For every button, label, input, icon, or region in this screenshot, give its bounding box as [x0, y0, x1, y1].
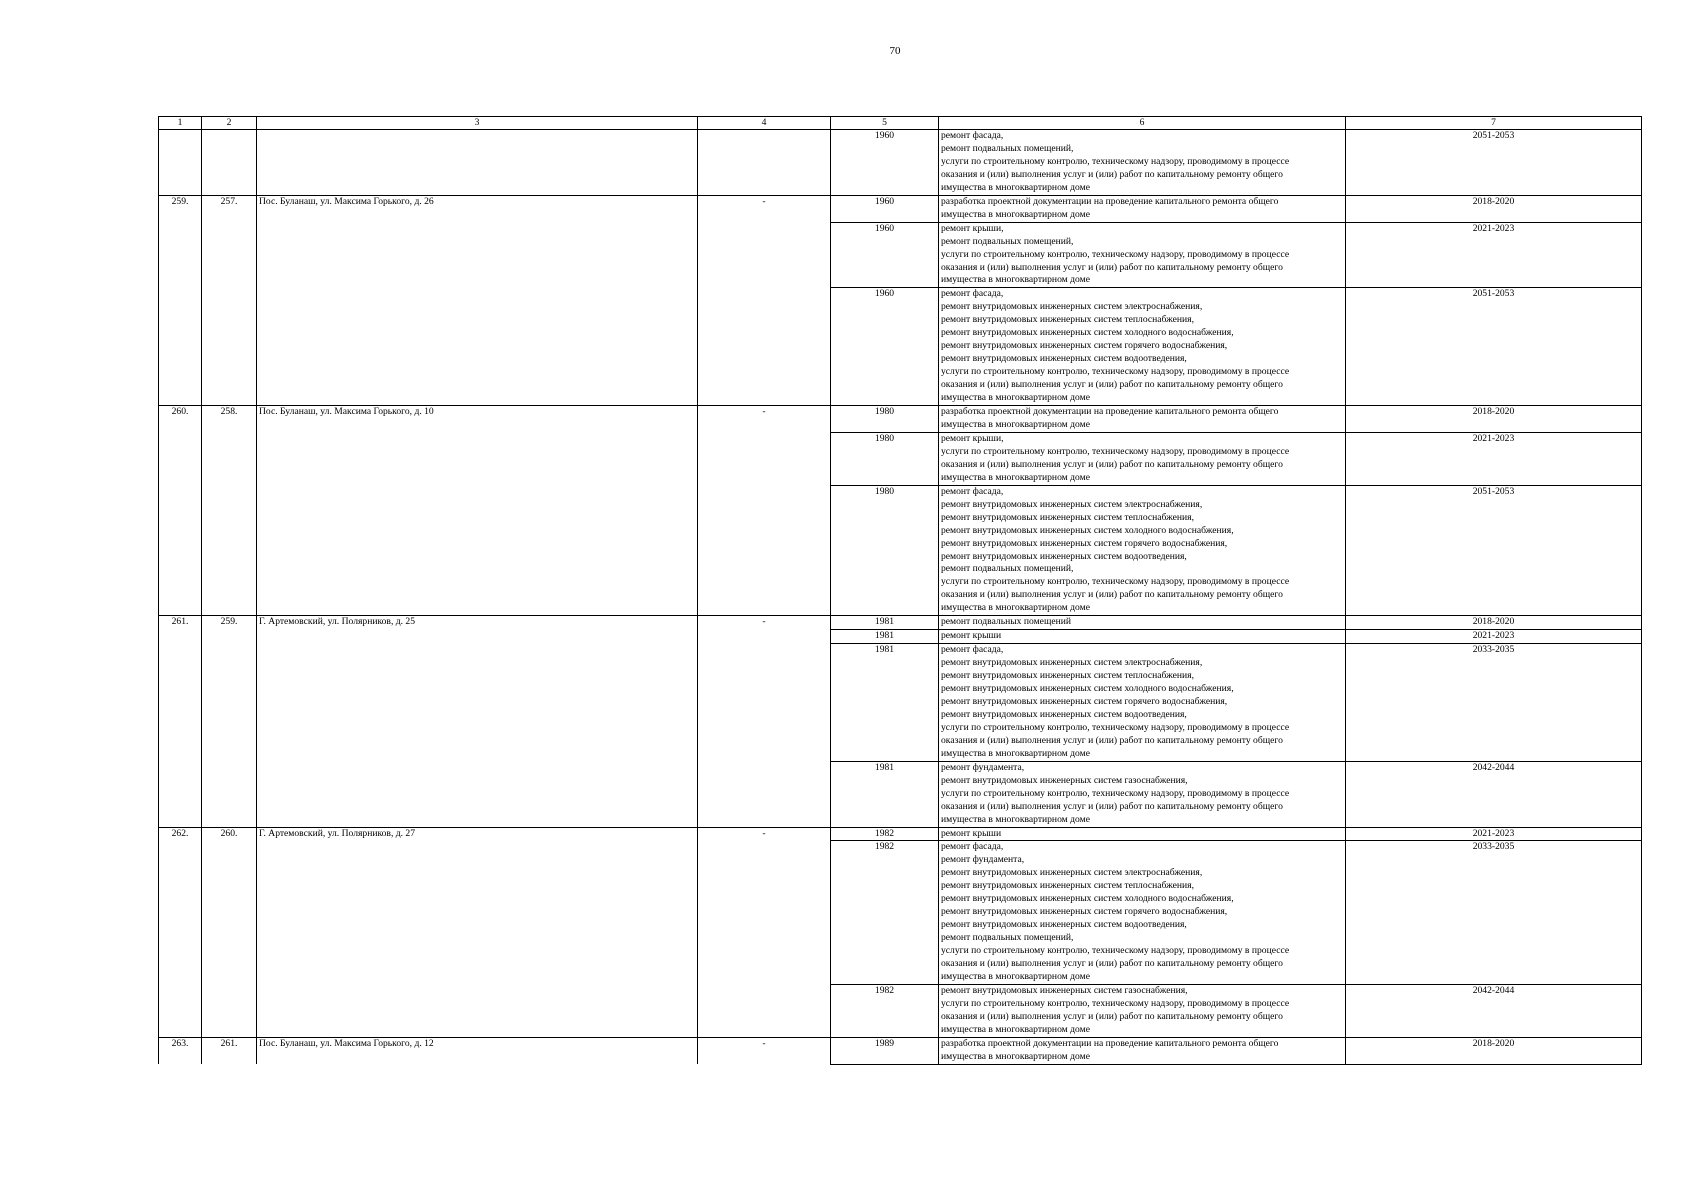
column-header: 7: [1346, 117, 1642, 130]
table-row: [159, 1037, 1642, 1064]
work-description: [939, 841, 1346, 984]
work-line: ремонт подвальных помещений,: [941, 932, 1074, 944]
column-header: 4: [698, 117, 831, 130]
row-number: 261.: [159, 616, 202, 827]
work-line: ремонт внутридомовых инженерных систем электроснабжения,: [941, 301, 1203, 313]
work-line: ремонт внутридомовых инженерных систем теплоснабжения,: [941, 670, 1194, 682]
work-line: ремонт внутридомовых инженерных систем теплоснабжения,: [941, 511, 1194, 523]
commission-year: 1982: [831, 984, 939, 1037]
planned-period: 2021-2023: [1346, 630, 1642, 644]
address: Пос. Буланаш, ул. Максима Горького, д. 12: [257, 1037, 698, 1064]
address: [257, 130, 698, 196]
work-line: оказания и (или) выполнения услуг и (или) работ по капитальному ремонту общего: [941, 734, 1283, 746]
work-line: услуги по строительному контролю, техническому надзору, проводимому в процессе: [941, 945, 1290, 957]
work-line: имущества в многоквартирном доме: [941, 747, 1090, 759]
work-description: [939, 195, 1346, 222]
work-line: ремонт крыши,: [941, 432, 1004, 444]
work-line: имущества в многоквартирном доме: [941, 813, 1090, 825]
house-id: 261.: [202, 1037, 257, 1064]
house-id: 260.: [202, 827, 257, 1037]
row-number: 259.: [159, 195, 202, 405]
planned-period: 2051-2053: [1346, 288, 1642, 406]
work-line: имущества в многоквартирном доме: [941, 602, 1090, 614]
planned-period: 2021-2023: [1346, 432, 1642, 485]
work-line: ремонт внутридомовых инженерных систем теплоснабжения,: [941, 880, 1194, 892]
work-line: ремонт внутридомовых инженерных систем холодного водоснабжения,: [941, 524, 1234, 536]
work-description: [939, 130, 1346, 196]
work-line: ремонт внутридомовых инженерных систем газоснабжения,: [941, 774, 1188, 786]
work-line: ремонт крыши: [941, 630, 1002, 642]
commission-year: 1960: [831, 288, 939, 406]
work-line: ремонт внутридомовых инженерных систем водоотведения,: [941, 919, 1187, 931]
commission-year: 1981: [831, 644, 939, 762]
work-line: имущества в многоквартирном доме: [941, 971, 1090, 982]
work-line: ремонт внутридомовых инженерных систем холодного водоснабжения,: [941, 327, 1234, 339]
row-number: 262.: [159, 827, 202, 1037]
work-line: имущества в многоквартирном доме: [941, 1023, 1090, 1035]
work-line: ремонт внутридомовых инженерных систем электроснабжения,: [941, 867, 1203, 879]
work-line: ремонт внутридомовых инженерных систем газоснабжения,: [941, 984, 1188, 996]
page-number: 70: [889, 45, 901, 57]
work-line: ремонт подвальных помещений,: [941, 142, 1074, 154]
work-description: [939, 1037, 1346, 1064]
work-line: ремонт внутридомовых инженерных систем электроснабжения,: [941, 498, 1203, 510]
work-line: имущества в многоквартирном доме: [941, 208, 1090, 220]
address: Пос. Буланаш, ул. Максима Горького, д. 10: [257, 406, 698, 616]
work-line: услуги по строительному контролю, техническому надзору, проводимому в процессе: [941, 721, 1290, 733]
table-row: [159, 406, 1642, 433]
column-4-value: [698, 130, 831, 196]
column-header: 1: [159, 117, 202, 130]
work-line: ремонт подвальных помещений: [941, 616, 1071, 628]
house-id: 258.: [202, 406, 257, 616]
work-line: оказания и (или) выполнения услуг и (или) работ по капитальному ремонту общего: [941, 958, 1283, 970]
planned-period: 2042-2044: [1346, 761, 1642, 827]
table-row: [159, 827, 1642, 841]
table-row: [159, 195, 1642, 222]
work-line: оказания и (или) выполнения услуг и (или) работ по капитальному ремонту общего: [941, 458, 1283, 470]
address: Пос. Буланаш, ул. Максима Горького, д. 26: [257, 195, 698, 405]
commission-year: 1960: [831, 195, 939, 222]
planned-period: 2018-2020: [1346, 406, 1642, 433]
work-line: услуги по строительному контролю, техническому надзору, проводимому в процессе: [941, 997, 1290, 1009]
work-line: услуги по строительному контролю, техническому надзору, проводимому в процессе: [941, 248, 1290, 260]
commission-year: 1982: [831, 841, 939, 984]
column-4-value: -: [698, 195, 831, 405]
work-line: ремонт фундамента,: [941, 854, 1025, 866]
work-line: оказания и (или) выполнения услуг и (или) работ по капитальному ремонту общего: [941, 800, 1283, 812]
work-description: [939, 222, 1346, 288]
house-id: 259.: [202, 616, 257, 827]
work-line: ремонт фасада,: [941, 288, 1004, 300]
work-line: имущества в многоквартирном доме: [941, 274, 1090, 286]
table-row: [159, 130, 1642, 196]
work-line: имущества в многоквартирном доме: [941, 392, 1090, 404]
planned-period: 2018-2020: [1346, 1037, 1642, 1064]
work-description: [939, 644, 1346, 762]
work-line: ремонт подвальных помещений,: [941, 563, 1074, 575]
column-header: 5: [831, 117, 939, 130]
table-row: [159, 616, 1642, 630]
address: Г. Артемовский, ул. Полярников, д. 25: [257, 616, 698, 827]
commission-year: 1989: [831, 1037, 939, 1064]
work-line: ремонт внутридомовых инженерных систем горячего водоснабжения,: [941, 906, 1228, 918]
column-4-value: -: [698, 406, 831, 616]
commission-year: 1960: [831, 222, 939, 288]
repair-schedule-table: [158, 116, 1642, 1065]
address: Г. Артемовский, ул. Полярников, д. 27: [257, 827, 698, 1037]
work-line: услуги по строительному контролю, техническому надзору, проводимому в процессе: [941, 445, 1290, 457]
column-header: 3: [257, 117, 698, 130]
work-line: имущества в многоквартирном доме: [941, 1050, 1090, 1062]
work-line: оказания и (или) выполнения услуг и (или) работ по капитальному ремонту общего: [941, 379, 1283, 391]
work-line: ремонт крыши: [941, 827, 1002, 839]
work-line: ремонт фасада,: [941, 841, 1004, 853]
work-line: ремонт фасада,: [941, 644, 1004, 656]
commission-year: 1981: [831, 761, 939, 827]
row-number: 260.: [159, 406, 202, 616]
work-line: ремонт внутридомовых инженерных систем горячего водоснабжения,: [941, 695, 1228, 707]
work-line: ремонт внутридомовых инженерных систем холодного водоснабжения,: [941, 683, 1234, 695]
planned-period: 2021-2023: [1346, 827, 1642, 841]
column-4-value: -: [698, 616, 831, 827]
work-description: [939, 616, 1346, 630]
column-4-value: -: [698, 827, 831, 1037]
house-id: 257.: [202, 195, 257, 405]
work-line: имущества в многоквартирном доме: [941, 418, 1090, 430]
row-number: 263.: [159, 1037, 202, 1064]
column-4-value: -: [698, 1037, 831, 1064]
work-line: имущества в многоквартирном доме: [941, 471, 1090, 483]
work-line: ремонт подвальных помещений,: [941, 235, 1074, 247]
work-description: [939, 485, 1346, 616]
work-line: ремонт внутридомовых инженерных систем холодного водоснабжения,: [941, 893, 1234, 905]
planned-period: 2033-2035: [1346, 841, 1642, 984]
work-line: ремонт внутридомовых инженерных систем водоотведения,: [941, 353, 1187, 365]
work-line: ремонт внутридомовых инженерных систем горячего водоснабжения,: [941, 340, 1228, 352]
work-line: ремонт внутридомовых инженерных систем теплоснабжения,: [941, 314, 1194, 326]
work-line: разработка проектной документации на проведение капитального ремонта общего: [941, 195, 1279, 207]
work-description: [939, 406, 1346, 433]
commission-year: 1980: [831, 432, 939, 485]
column-header-row: [159, 117, 1642, 130]
commission-year: 1981: [831, 630, 939, 644]
work-line: оказания и (или) выполнения услуг и (или) работ по капитальному ремонту общего: [941, 589, 1283, 601]
work-line: ремонт фасада,: [941, 485, 1004, 497]
work-description: [939, 984, 1346, 1037]
work-line: оказания и (или) выполнения услуг и (или) работ по капитальному ремонту общего: [941, 1010, 1283, 1022]
work-line: разработка проектной документации на проведение капитального ремонта общего: [941, 406, 1279, 418]
work-line: имущества в многоквартирном доме: [941, 181, 1090, 193]
work-description: [939, 432, 1346, 485]
work-line: оказания и (или) выполнения услуг и (или) работ по капитальному ремонту общего: [941, 168, 1283, 180]
work-line: ремонт фундамента,: [941, 761, 1025, 773]
commission-year: 1960: [831, 130, 939, 196]
work-line: услуги по строительному контролю, техническому надзору, проводимому в процессе: [941, 787, 1290, 799]
commission-year: 1981: [831, 616, 939, 630]
commission-year: 1980: [831, 485, 939, 616]
planned-period: 2051-2053: [1346, 485, 1642, 616]
work-line: ремонт внутридомовых инженерных систем водоотведения,: [941, 708, 1187, 720]
work-line: оказания и (или) выполнения услуг и (или) работ по капитальному ремонту общего: [941, 261, 1283, 273]
work-line: ремонт внутридомовых инженерных систем электроснабжения,: [941, 657, 1203, 669]
work-description: [939, 288, 1346, 406]
commission-year: 1982: [831, 827, 939, 841]
planned-period: 2018-2020: [1346, 195, 1642, 222]
row-number: [159, 130, 202, 196]
work-description: [939, 761, 1346, 827]
work-description: [939, 827, 1346, 841]
planned-period: 2018-2020: [1346, 616, 1642, 630]
planned-period: 2021-2023: [1346, 222, 1642, 288]
work-line: ремонт внутридомовых инженерных систем горячего водоснабжения,: [941, 537, 1228, 549]
work-line: ремонт фасада,: [941, 130, 1004, 141]
work-line: услуги по строительному контролю, техническому надзору, проводимому в процессе: [941, 576, 1290, 588]
work-line: услуги по строительному контролю, техническому надзору, проводимому в процессе: [941, 155, 1290, 167]
column-header: 2: [202, 117, 257, 130]
commission-year: 1980: [831, 406, 939, 433]
work-line: ремонт крыши,: [941, 222, 1004, 234]
work-line: услуги по строительному контролю, техническому надзору, проводимому в процессе: [941, 366, 1290, 378]
house-id: [202, 130, 257, 196]
column-header: 6: [939, 117, 1346, 130]
planned-period: 2051-2053: [1346, 130, 1642, 196]
work-description: [939, 630, 1346, 644]
work-line: разработка проектной документации на проведение капитального ремонта общего: [941, 1037, 1279, 1049]
planned-period: 2042-2044: [1346, 984, 1642, 1037]
planned-period: 2033-2035: [1346, 644, 1642, 762]
work-line: ремонт внутридомовых инженерных систем водоотведения,: [941, 550, 1187, 562]
